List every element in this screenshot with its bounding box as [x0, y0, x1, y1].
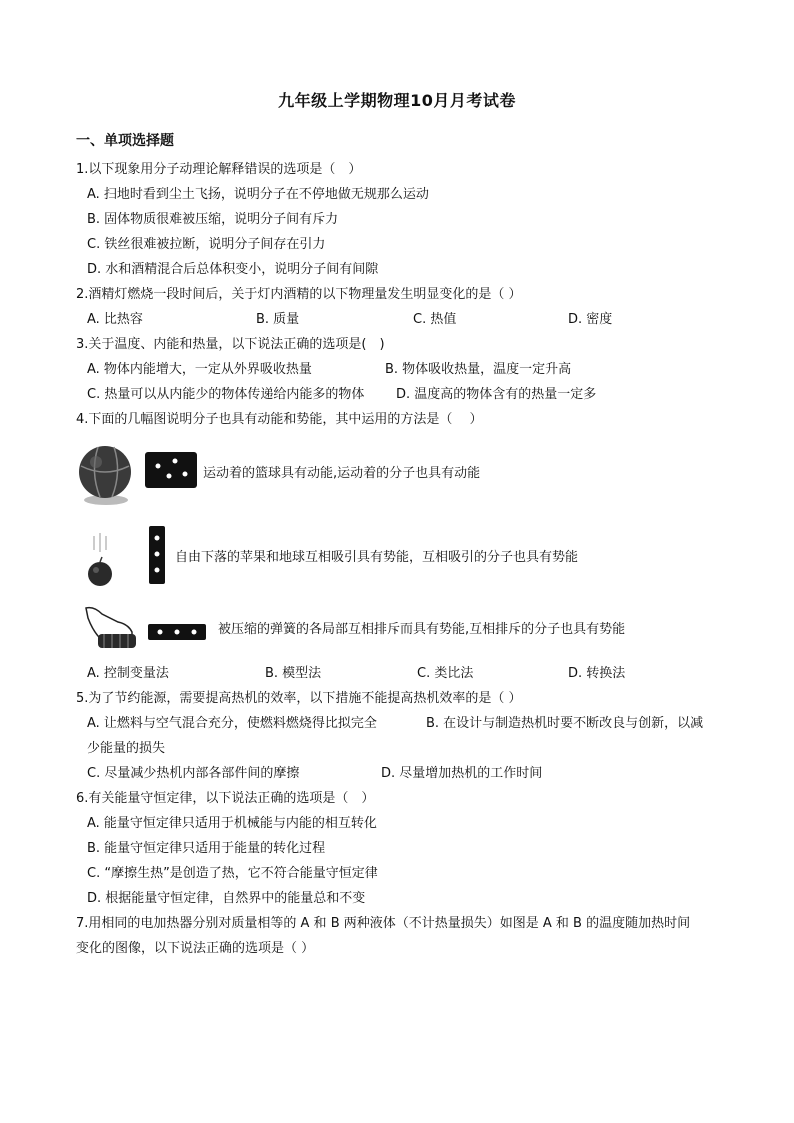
question-1-option-b: B. 固体物质很难被压缩，说明分子间有斥力: [87, 212, 339, 227]
question-1-option-d: D. 水和酒精混合后总体积变小，说明分子间有间隙: [87, 262, 379, 277]
question-7-stem-line-2: 变化的图像，以下说法正确的选项是（ ）: [76, 941, 315, 956]
question-3-option-a: A. 物体内能增大，一定从外界吸收热量: [87, 362, 312, 377]
question-4-stem: 4.下面的几幅图说明分子也具有动能和势能，其中运用的方法是（ ）: [76, 412, 483, 427]
question-5-option-b: B. 在设计与制造热机时要不断改良与创新，以减: [426, 716, 704, 731]
question-4-option-c: C. 类比法: [417, 666, 474, 681]
question-6-option-a: A. 能量守恒定律只适用于机械能与内能的相互转化: [87, 816, 377, 831]
question-6-option-d: D. 根据能量守恒定律，自然界中的能量总和不变: [87, 891, 366, 906]
question-5-option-a: A. 让燃料与空气混合充分，使燃料燃烧得比拟完全: [87, 716, 377, 731]
question-1-stem: 1.以下现象用分子动理论解释错误的选项是（ ）: [76, 162, 362, 177]
basketball-illustration: [76, 444, 132, 506]
question-4-option-a: A. 控制变量法: [87, 666, 169, 681]
question-7-stem-line-1: 7.用相同的电加热器分别对质量相等的 A 和 B 两种液体（不计热量损失）如图是 A 和 B 的温度随加热时间: [76, 916, 691, 931]
illustration-caption-3: 被压缩的弹簧的各局部互相排斥而具有势能,互相排斥的分子也具有势能: [218, 622, 626, 637]
question-2-option-c: C. 热值: [413, 312, 457, 327]
moving-molecules-illustration: [145, 452, 197, 488]
question-2-option-b: B. 质量: [256, 312, 300, 327]
question-1-option-a: A. 扫地时看到尘土飞扬，说明分子在不停地做无规那么运动: [87, 187, 429, 202]
question-5-option-b-continued: 少能量的损失: [87, 741, 166, 756]
question-5-option-c: C. 尽量减少热机内部各部件间的摩擦: [87, 766, 300, 781]
compressed-spring-illustration: [84, 604, 140, 654]
question-3-option-b: B. 物体吸收热量，温度一定升高: [385, 362, 572, 377]
question-2-stem: 2.酒精灯燃烧一段时间后，关于灯内酒精的以下物理量发生明显变化的是（ ）: [76, 287, 522, 302]
question-4-option-b: B. 模型法: [265, 666, 322, 681]
question-6-option-b: B. 能量守恒定律只适用于能量的转化过程: [87, 841, 326, 856]
attracting-molecules-illustration: [149, 526, 165, 584]
question-4-option-d: D. 转换法: [568, 666, 626, 681]
question-6-stem: 6.有关能量守恒定律，以下说法正确的选项是（ ）: [76, 791, 375, 806]
question-3-option-c: C. 热量可以从内能少的物体传递给内能多的物体: [87, 387, 365, 402]
section-heading: 一、单项选择题: [76, 133, 174, 149]
illustration-caption-2: 自由下落的苹果和地球互相吸引具有势能，互相吸引的分子也具有势能: [175, 550, 579, 565]
question-6-option-c: C. “摩擦生热”是创造了热，它不符合能量守恒定律: [87, 866, 378, 881]
page-title: 九年级上学期物理10月月考试卷: [278, 91, 516, 110]
question-5-option-d: D. 尽量增加热机的工作时间: [381, 766, 543, 781]
question-3-option-d: D. 温度高的物体含有的热量一定多: [396, 387, 597, 402]
question-3-stem: 3.关于温度、内能和热量，以下说法正确的选项是( ): [76, 337, 385, 352]
question-5-stem: 5.为了节约能源，需要提高热机的效率，以下措施不能提高热机效率的是（ ）: [76, 691, 522, 706]
illustration-caption-1: 运动着的篮球具有动能,运动着的分子也具有动能: [203, 466, 481, 481]
question-2-option-a: A. 比热容: [87, 312, 143, 327]
repelling-molecules-illustration: [148, 624, 206, 640]
question-1-option-c: C. 铁丝很难被拉断，说明分子间存在引力: [87, 237, 326, 252]
falling-apple-illustration: [80, 530, 120, 590]
question-2-option-d: D. 密度: [568, 312, 613, 327]
